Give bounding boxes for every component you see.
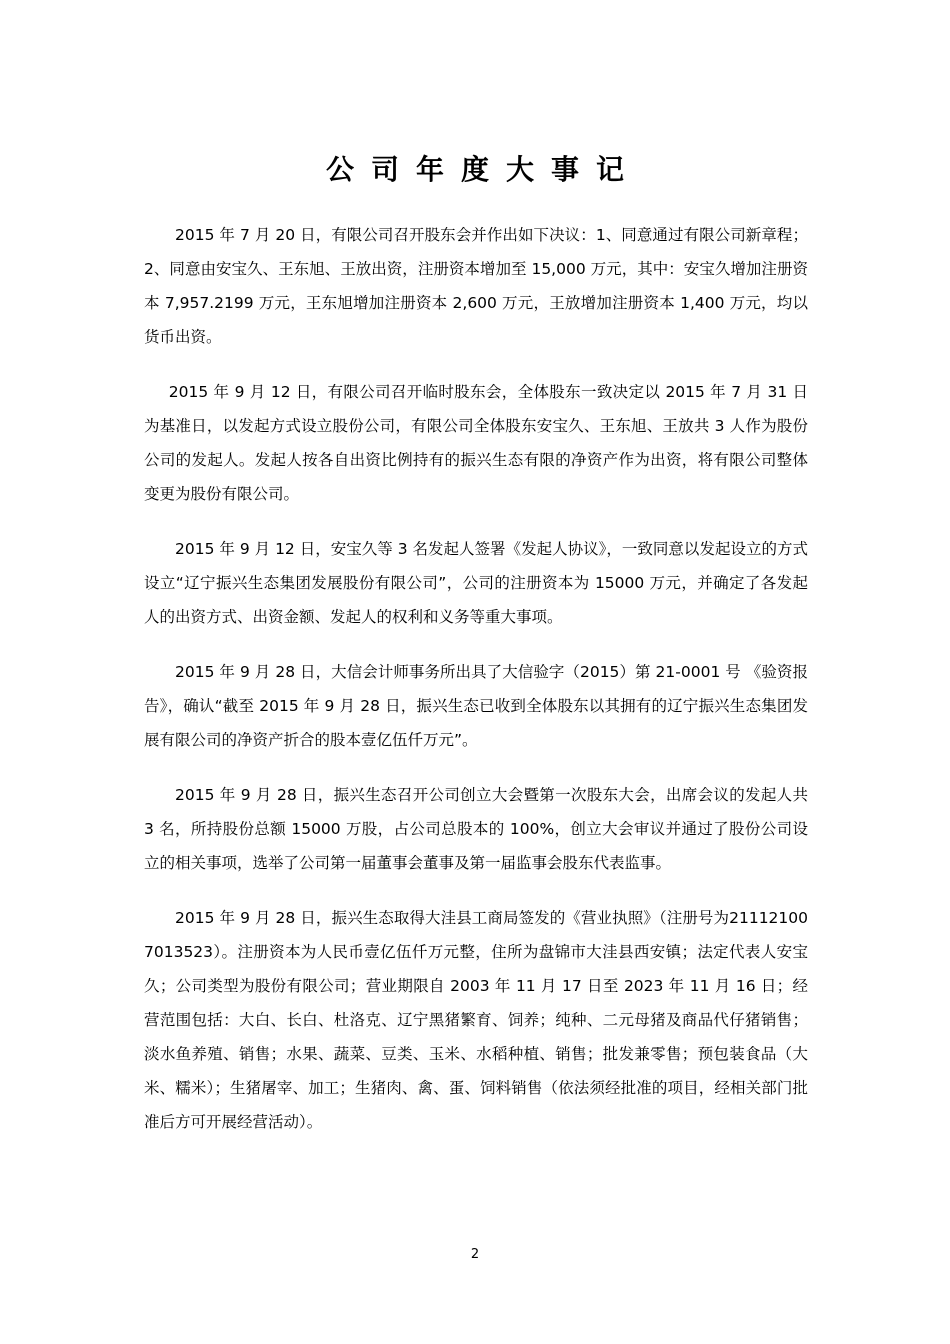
page-number: 2: [470, 1247, 480, 1262]
event-paragraph-3: 2015 年 9 月 12 日，安宝久等 3 名发起人签署《发起人协议》，一致同意以发起设立的方式设立“辽宁振兴生态集团发展股份有限公司”，公司的注册资本为 15000 万元，并确定了各发起人的出资方式、出资金额、发起人的权利和义务等重大事项。: [144, 540, 808, 626]
event-paragraph-2: 2015 年 9 月 12 日，有限公司召开临时股东会，全体股东一致决定以 2015 年 7 月 31 日为基准日，以发起方式设立股份公司，有限公司全体股东安宝久、王东旭、王放共 3 人作为股份公司的发起人。发起人按各自出资比例持有的振兴生态有限的净资产作为出资，将有限公司整体变更为股份有限公司。: [144, 383, 808, 503]
event-paragraph-1: 2015 年 7 月 20 日，有限公司召开股东会并作出如下决议：1、同意通过有限公司新章程；2、同意由安宝久、王东旭、王放出资，注册资本增加至 15,000 万元，其中：安宝久增加注册资本 7,957.2199 万元，王东旭增加注册资本 2,600 万元，王放增加注册资本 1,400 万元，均以货币出资。: [144, 226, 808, 346]
page-title: 公司年度大事记: [325, 153, 641, 186]
event-paragraph-6: 2015 年 9 月 28 日，振兴生态取得大洼县工商局签发的《营业执照》（注册号为211121007013523）。注册资本为人民币壹亿伍仟万元整，住所为盘锦市大洼县西安镇；法定代表人安宝久；公司类型为股份有限公司；营业期限自 2003 年 11 月 17 日至 2023 年 11 月 16 日；经营范围包括：大白、长白、杜洛克、辽宁黑猪繁育、饲养；纯种、二元母猪及商品代仔猪销售；淡水鱼养殖、销售；水果、蔬菜、豆类、玉米、水稻种植、销售；批发兼零售；预包装食品（大米、糯米）；生猪屠宰、加工；生猪肉、禽、蛋、饲料销售（依法须经批准的项目，经相关部门批准后方可开展经营活动）。: [144, 909, 808, 1131]
document-body: [144, 218, 808, 1160]
event-paragraph-5: 2015 年 9 月 28 日，振兴生态召开公司创立大会暨第一次股东大会，出席会议的发起人共 3 名，所持股份总额 15000 万股，占公司总股本的 100%，创立大会审议并通过了股份公司设立的相关事项，选举了公司第一届董事会董事及第一届监事会股东代表监事。: [144, 786, 808, 872]
event-paragraph-4: 2015 年 9 月 28 日，大信会计师事务所出具了大信验字（2015）第 21-0001 号 《验资报告》，确认“截至 2015 年 9 月 28 日，振兴生态已收到全体股东以其拥有的辽宁振兴生态集团发展有限公司的净资产折合的股本壹亿伍仟万元”。: [144, 663, 808, 749]
